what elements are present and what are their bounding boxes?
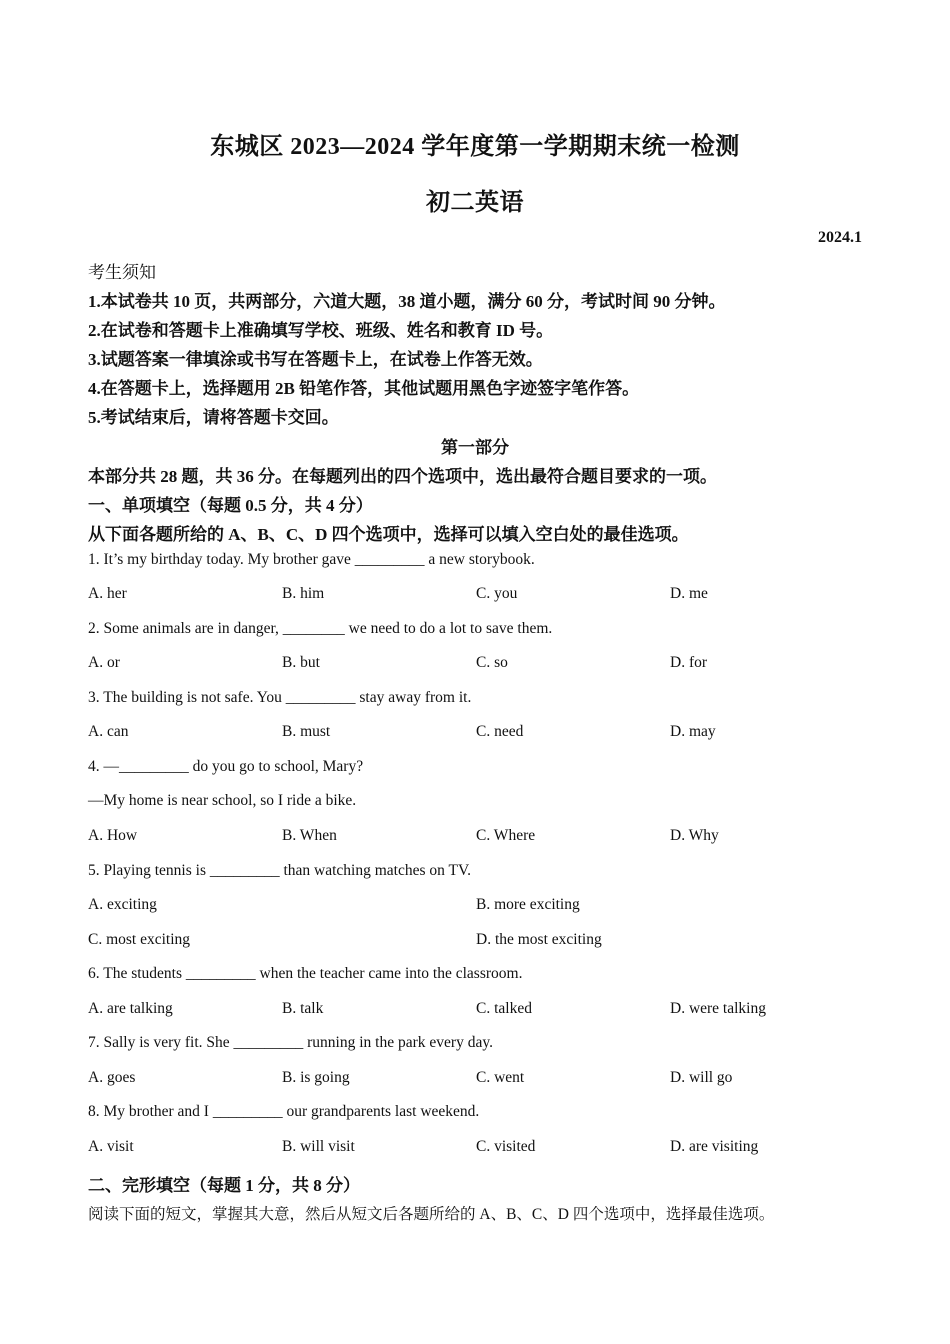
part-intro: 本部分共 28 题，共 36 分。在每题列出的四个选项中，选出最符合题目要求的一项。: [88, 467, 717, 486]
option-b: B. must: [282, 723, 331, 740]
notice-item: 1.本试卷共 10 页，共两部分，六道大题，38 道小题，满分 60 分，考试时间 90 分钟。: [88, 292, 726, 311]
option-d: D. were talking: [670, 1000, 766, 1017]
option-c: C. so: [476, 654, 508, 671]
option-b: B. is going: [282, 1069, 350, 1086]
exam-date: 2024.1: [818, 229, 862, 246]
question-stem: 8. My brother and I _________ our grandparents last weekend.: [88, 1103, 480, 1120]
question-stem-reply: —My home is near school, so I ride a bike.: [88, 792, 357, 809]
notice-item: 4.在答题卡上，选择题用 2B 铅笔作答，其他试题用黑色字迹签字笔作答。: [88, 379, 640, 398]
section-title: 二、完形填空（每题 1 分，共 8 分）: [88, 1176, 360, 1195]
section-instruction: 阅读下面的短文，掌握其大意，然后从短文后各题所给的 A、B、C、D 四个选项中，选择最佳选项。: [88, 1206, 775, 1223]
option-b: B. When: [282, 827, 337, 844]
question-stem: 2. Some animals are in danger, ________ we need to do a lot to save them.: [88, 620, 553, 637]
exam-subtitle: 初二英语: [426, 190, 524, 216]
question-stem: 7. Sally is very fit. She _________ running in the park every day.: [88, 1034, 493, 1051]
part-heading: 第一部分: [441, 438, 509, 457]
option-b: B. him: [282, 585, 325, 602]
option-b: B. will visit: [282, 1138, 355, 1155]
option-a: A. her: [88, 585, 127, 602]
option-c: C. you: [476, 585, 518, 602]
option-c: C. Where: [476, 827, 536, 844]
section-instruction: 从下面各题所给的 A、B、C、D 四个选项中，选择可以填入空白处的最佳选项。: [88, 525, 689, 544]
option-d: D. the most exciting: [476, 931, 602, 948]
option-b: B. more exciting: [476, 896, 580, 913]
option-d: D. me: [670, 585, 708, 602]
question-stem: 3. The building is not safe. You _________ stay away from it.: [88, 689, 472, 706]
option-c: C. need: [476, 723, 524, 740]
option-d: D. will go: [670, 1069, 733, 1086]
question-stem: 4. —_________ do you go to school, Mary?: [88, 758, 364, 775]
question-stem: 6. The students _________ when the teacher came into the classroom.: [88, 965, 523, 982]
option-a: A. or: [88, 654, 120, 671]
option-c: C. went: [476, 1069, 525, 1086]
option-c: C. visited: [476, 1138, 536, 1155]
option-c: C. most exciting: [88, 931, 191, 948]
option-d: D. may: [670, 723, 716, 740]
notice-item: 2.在试卷和答题卡上准确填写学校、班级、姓名和教育 ID 号。: [88, 321, 554, 340]
option-d: D. for: [670, 654, 708, 671]
option-b: B. but: [282, 654, 320, 671]
question-stem: 1. It’s my birthday today. My brother gave _________ a new storybook.: [88, 551, 535, 568]
exam-title: 东城区 2023—2024 学年度第一学期期末统一检测: [210, 134, 740, 160]
option-c: C. talked: [476, 1000, 532, 1017]
section-title: 一、单项填空（每题 0.5 分，共 4 分）: [88, 496, 373, 515]
notice-item: 3.试题答案一律填涂或书写在答题卡上，在试卷上作答无效。: [88, 350, 543, 369]
option-b: B. talk: [282, 1000, 324, 1017]
option-a: A. are talking: [88, 1000, 173, 1017]
option-d: D. are visiting: [670, 1138, 759, 1155]
question-stem: 5. Playing tennis is _________ than watching matches on TV.: [88, 862, 472, 879]
notice-heading: 考生须知: [88, 263, 156, 282]
option-a: A. goes: [88, 1069, 136, 1086]
option-d: D. Why: [670, 827, 719, 844]
option-a: A. How: [88, 827, 138, 844]
option-a: A. can: [88, 723, 129, 740]
option-a: A. visit: [88, 1138, 134, 1155]
notice-item: 5.考试结束后，请将答题卡交回。: [88, 408, 339, 427]
option-a: A. exciting: [88, 896, 157, 913]
